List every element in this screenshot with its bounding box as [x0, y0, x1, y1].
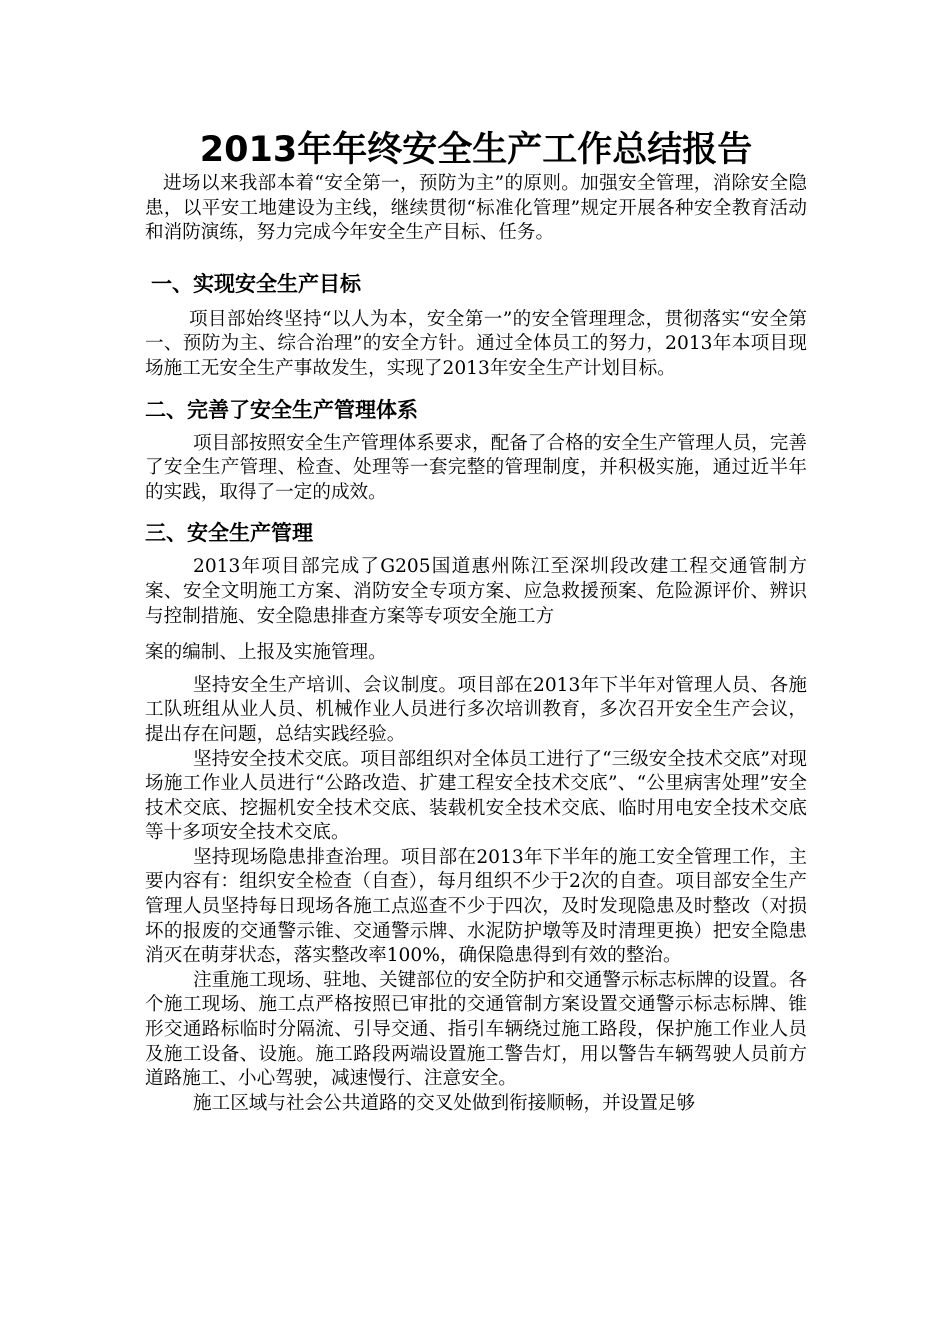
body-paragraph: 施工区域与社会公共道路的交叉处做到衔接顺畅，并设置足够 [193, 1092, 696, 1114]
body-paragraph: 坚持安全技术交底。项目部组织对全体员工进行了“三级安全技术交底”对现场施工作业人员进行“公路改造、扩建工程安全技术交底”、“公里病害处理”安全技术交底、挖掘机安全技术交底、装载机安全技术交底、临时用电安全技术交底等十多项安全技术交底。 [145, 748, 808, 844]
body-paragraph-continuation: 案的编制、上报及实施管理。 [145, 642, 387, 664]
body-paragraph: 项目部始终坚持“以人为本，安全第一”的安全管理理念，贯彻落实“安全第一、预防为主、综合治理”的安全方针。通过全体员工的努力，2013年本项目现场施工无安全生产事故发生，实现了2013年安全生产计划目标。 [145, 308, 807, 379]
intro-paragraph: 进场以来我部本着“安全第一，预防为主”的原则。加强安全管理，消除安全隐患，以平安工地建设为主线，继续贯彻“标准化管理”规定开展各种安全教育活动和消防演练，努力完成今年安全生产目标、任务。 [145, 173, 807, 244]
body-paragraph: 2013年项目部完成了G205国道惠州陈江至深圳段改建工程交通管制方案、安全文明施工方案、消防安全专项方案、应急救援预案、危险源评价、辨识与控制措施、安全隐患排查方案等专项安全施工方 [145, 556, 807, 627]
body-paragraph: 项目部按照安全生产管理体系要求，配备了合格的安全生产管理人员，完善了安全生产管理、检查、处理等一套完整的管理制度，并积极实施，通过近半年的实践，取得了一定的成效。 [145, 432, 807, 503]
document-title: 2013年年终安全生产工作总结报告 [199, 130, 753, 170]
section-heading-system: 二、完善了安全生产管理体系 [145, 397, 418, 422]
section-heading-management: 三、安全生产管理 [145, 521, 313, 546]
body-paragraph: 坚持安全生产培训、会议制度。项目部在2013年下半年对管理人员、各施工队班组从业人员、机械作业人员进行多次培训教育，多次召开安全生产会议，提出存在问题，总结实践经验。 [145, 674, 807, 745]
body-paragraph: 坚持现场隐患排查治理。项目部在2013年下半年的施工安全管理工作，主要内容有：组织安全检查（自查），每月组织不少于2次的自查。项目部安全生产管理人员坚持每日现场各施工点巡查不少于四次，及时发现隐患及时整改（对损坏的报废的交通警示锥、交通警示牌、水泥防护墩等及时清理更换）把安全隐患消灭在萌芽状态，落实整改率100%，确保隐患得到有效的整治。 [145, 846, 807, 967]
document-body [145, 128, 807, 1116]
section-heading-goals: 一、实现安全生产目标 [151, 271, 361, 296]
body-paragraph: 注重施工现场、驻地、关键部位的安全防护和交通警示标志标牌的设置。各个施工现场、施工点严格按照已审批的交通管制方案设置交通警示标志标牌、锥形交通路标临时分隔流、引导交通、指引车辆绕过施工路段，保护施工作业人员及施工设备、设施。施工路段两端设置施工警告灯，用以警告车辆驾驶人员前方道路施工、小心驾驶，减速慢行、注意安全。 [145, 969, 807, 1090]
